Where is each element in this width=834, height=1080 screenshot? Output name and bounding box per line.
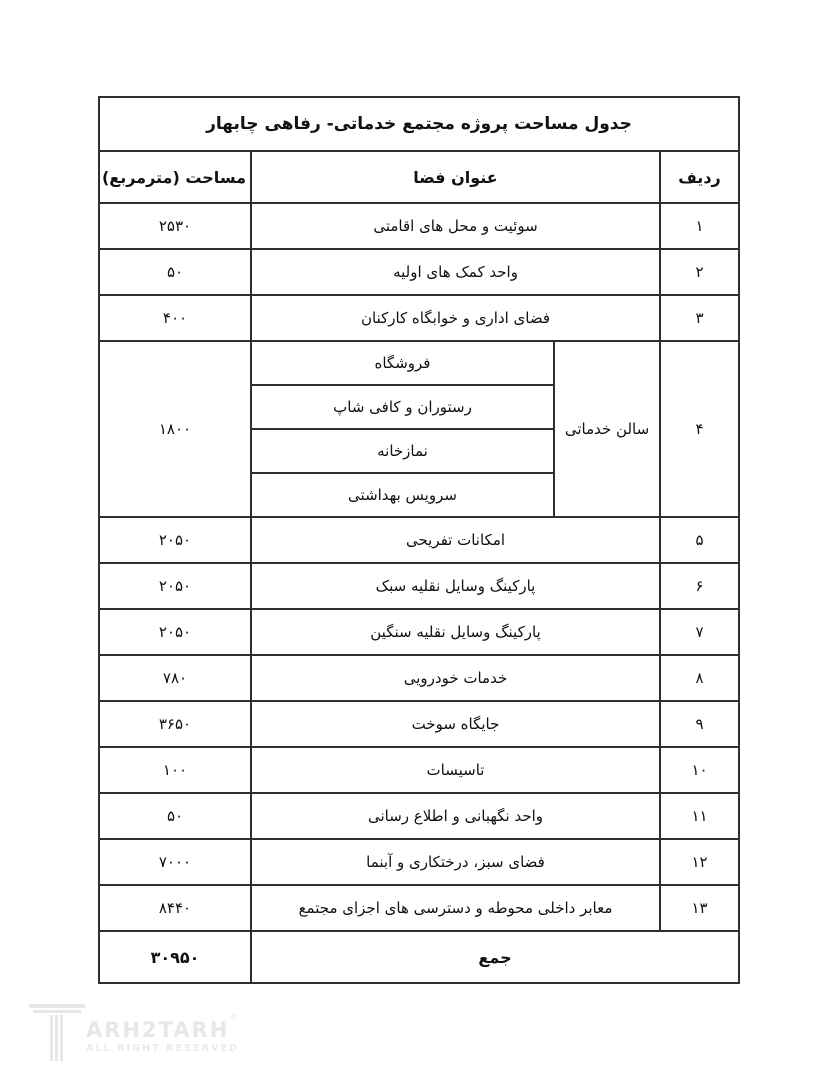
area-cell: ۱۸۰۰ <box>99 341 251 517</box>
total-value: ۳۰۹۵۰ <box>99 931 251 983</box>
row-no-cell: ۷ <box>660 609 739 655</box>
watermark <box>28 998 239 1066</box>
area-cell: ۴۰۰ <box>99 295 251 341</box>
registered-mark-icon: ® <box>229 1013 239 1023</box>
row-no-cell: ۳ <box>660 295 739 341</box>
table-row <box>99 249 739 295</box>
sub-space-cell: سرویس بهداشتی <box>251 473 554 517</box>
area-cell: ۳۶۵۰ <box>99 701 251 747</box>
space-title-cell: پارکینگ وسایل نقلیه سنگین <box>251 609 660 655</box>
row-no-cell: ۲ <box>660 249 739 295</box>
table-row <box>99 517 739 563</box>
space-title-cell: تاسیسات <box>251 747 660 793</box>
row-no-cell: ۱ <box>660 203 739 249</box>
area-cell: ۲۰۵۰ <box>99 517 251 563</box>
row-no-cell: ۹ <box>660 701 739 747</box>
area-cell: ۸۴۴۰ <box>99 885 251 931</box>
table-row-group <box>99 341 739 385</box>
watermark-subtext: ALL RIGHT RESERVED <box>86 1043 240 1054</box>
table-row <box>99 295 739 341</box>
table-row <box>99 655 739 701</box>
row-no-cell: ۶ <box>660 563 739 609</box>
area-cell: ۱۰۰ <box>99 747 251 793</box>
row-no-cell: ۵ <box>660 517 739 563</box>
sub-space-cell: رستوران و کافی شاپ <box>251 385 554 429</box>
area-cell: ۷۰۰۰ <box>99 839 251 885</box>
total-label: جمع <box>251 931 739 983</box>
pillar-t-icon <box>28 998 86 1066</box>
space-title-cell: پارکینگ وسایل نقلیه سبک <box>251 563 660 609</box>
table-row <box>99 701 739 747</box>
space-title-cell: فضای سبز، درختکاری و آبنما <box>251 839 660 885</box>
row-no-cell: ۸ <box>660 655 739 701</box>
sub-space-cell: نمازخانه <box>251 429 554 473</box>
area-cell: ۲۰۵۰ <box>99 563 251 609</box>
watermark-text <box>86 1013 240 1054</box>
row-no-cell: ۱۰ <box>660 747 739 793</box>
table-total-row <box>99 931 739 983</box>
table-row <box>99 609 739 655</box>
row-no-cell: ۴ <box>660 341 739 517</box>
header-space-title: عنوان فضا <box>251 151 660 203</box>
table-title: جدول مساحت پروژه مجتمع خدماتی- رفاهی چابهار <box>99 97 739 151</box>
area-table <box>98 96 740 984</box>
row-no-cell: ۱۲ <box>660 839 739 885</box>
table-row <box>99 747 739 793</box>
table-row <box>99 563 739 609</box>
area-cell: ۲۰۵۰ <box>99 609 251 655</box>
space-title-cell: واحد نگهبانی و اطلاع رسانی <box>251 793 660 839</box>
space-title-cell: سوئیت و محل های اقامتی <box>251 203 660 249</box>
row-no-cell: ۱۳ <box>660 885 739 931</box>
space-title-cell: معابر داخلی محوطه و دسترسی های اجزای مجتمع <box>251 885 660 931</box>
group-title-cell: سالن خدماتی <box>554 341 660 517</box>
header-row-no: ردیف <box>660 151 739 203</box>
space-title-cell: واحد کمک های اولیه <box>251 249 660 295</box>
watermark-brand: ARH2TARH <box>86 1018 230 1042</box>
space-title-cell: جایگاه سوخت <box>251 701 660 747</box>
area-cell: ۵۰ <box>99 793 251 839</box>
space-title-cell: امکانات تفریحی <box>251 517 660 563</box>
table-title-row <box>99 97 739 151</box>
space-title-cell: فضای اداری و خوابگاه کارکنان <box>251 295 660 341</box>
row-no-cell: ۱۱ <box>660 793 739 839</box>
table-row <box>99 793 739 839</box>
space-title-cell: خدمات خودرویی <box>251 655 660 701</box>
table-row <box>99 885 739 931</box>
table-row <box>99 203 739 249</box>
area-cell: ۷۸۰ <box>99 655 251 701</box>
area-cell: ۵۰ <box>99 249 251 295</box>
header-area: مساحت (مترمربع) <box>99 151 251 203</box>
table-header-row <box>99 151 739 203</box>
sub-space-cell: فروشگاه <box>251 341 554 385</box>
area-cell: ۲۵۳۰ <box>99 203 251 249</box>
table-row <box>99 839 739 885</box>
